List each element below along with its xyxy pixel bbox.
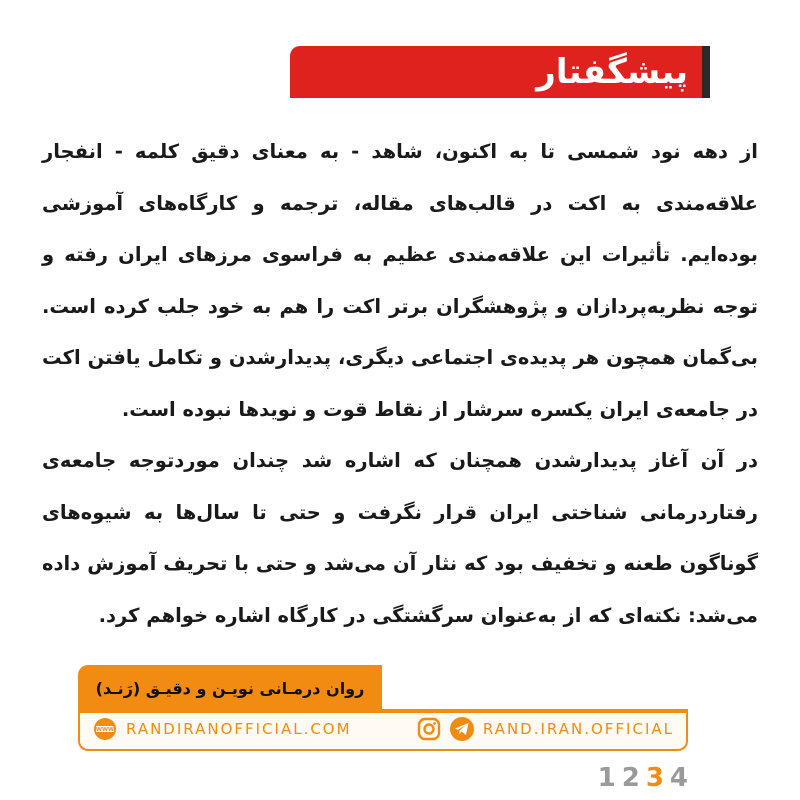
globe-icon: [92, 716, 118, 742]
page-number-1[interactable]: 1: [597, 763, 616, 793]
page-number-4[interactable]: 4: [669, 763, 688, 793]
title-banner: [290, 46, 710, 98]
website-text: RANDIRANOFFICIAL.COM: [126, 720, 352, 738]
page-number-2[interactable]: 2: [621, 763, 640, 793]
article-body: [42, 126, 758, 641]
page-number-3-current[interactable]: 3: [645, 763, 664, 793]
title-red-block: [290, 46, 702, 98]
footer-contact-bar: [78, 709, 688, 751]
page-title: پیشگفتار: [536, 52, 688, 92]
website-link[interactable]: [92, 716, 352, 742]
title-accent-stripe: [702, 46, 710, 98]
paragraph-2: در آن آغاز پدیدارشدن همچنان که اشاره شد چندان موردتوجه جامعه‌ی رفتاردرمانی شناختی ایران قرار نگرفت و حتی تا سال‌ها به شیوه‌های گوناگون طعنه و تخفیف بود که نثار آن می‌شد و حتی با تحریف آموزش داده می‌شد: نکته‌ای که از به‌عنوان سرگشتگی در کارگاه اشاره خواهم کرد.: [42, 449, 758, 627]
instagram-icon[interactable]: [417, 717, 441, 741]
pagination: [598, 763, 688, 793]
svg-text:WWW: WWW: [95, 727, 115, 734]
paragraph-1: از دهه نود شمسی تا به اکنون، شاهد - به معنای دقیق کلمه - انفجار علاقه‌مندی به اکت در قالب‌های مقاله، ترجمه و کارگاه‌های آموزشی بوده‌ایم. تأثیرات این علاقه‌مندی عظیم به فراسوی مرزهای ایران رفته و توجه نظریه‌پردازان و پژوهشگران برتر اکت را هم به خود جلب کرده است. بی‌گمان همچون هر پدیده‌ی اجتماعی دیگری، پدیدارشدن و تکامل یافتن اکت در جامعه‌ی ایران یکسره سرشار از نقاط قوت و نویدها نبوده است.: [42, 140, 758, 421]
social-handle[interactable]: [417, 716, 674, 742]
telegram-icon[interactable]: [449, 716, 475, 742]
signature-banner: [78, 665, 382, 711]
signature-text: روان درمـانی نویـن و دقیـق (رَنـد): [95, 678, 365, 698]
social-text: RAND.IRAN.OFFICIAL: [482, 720, 674, 738]
